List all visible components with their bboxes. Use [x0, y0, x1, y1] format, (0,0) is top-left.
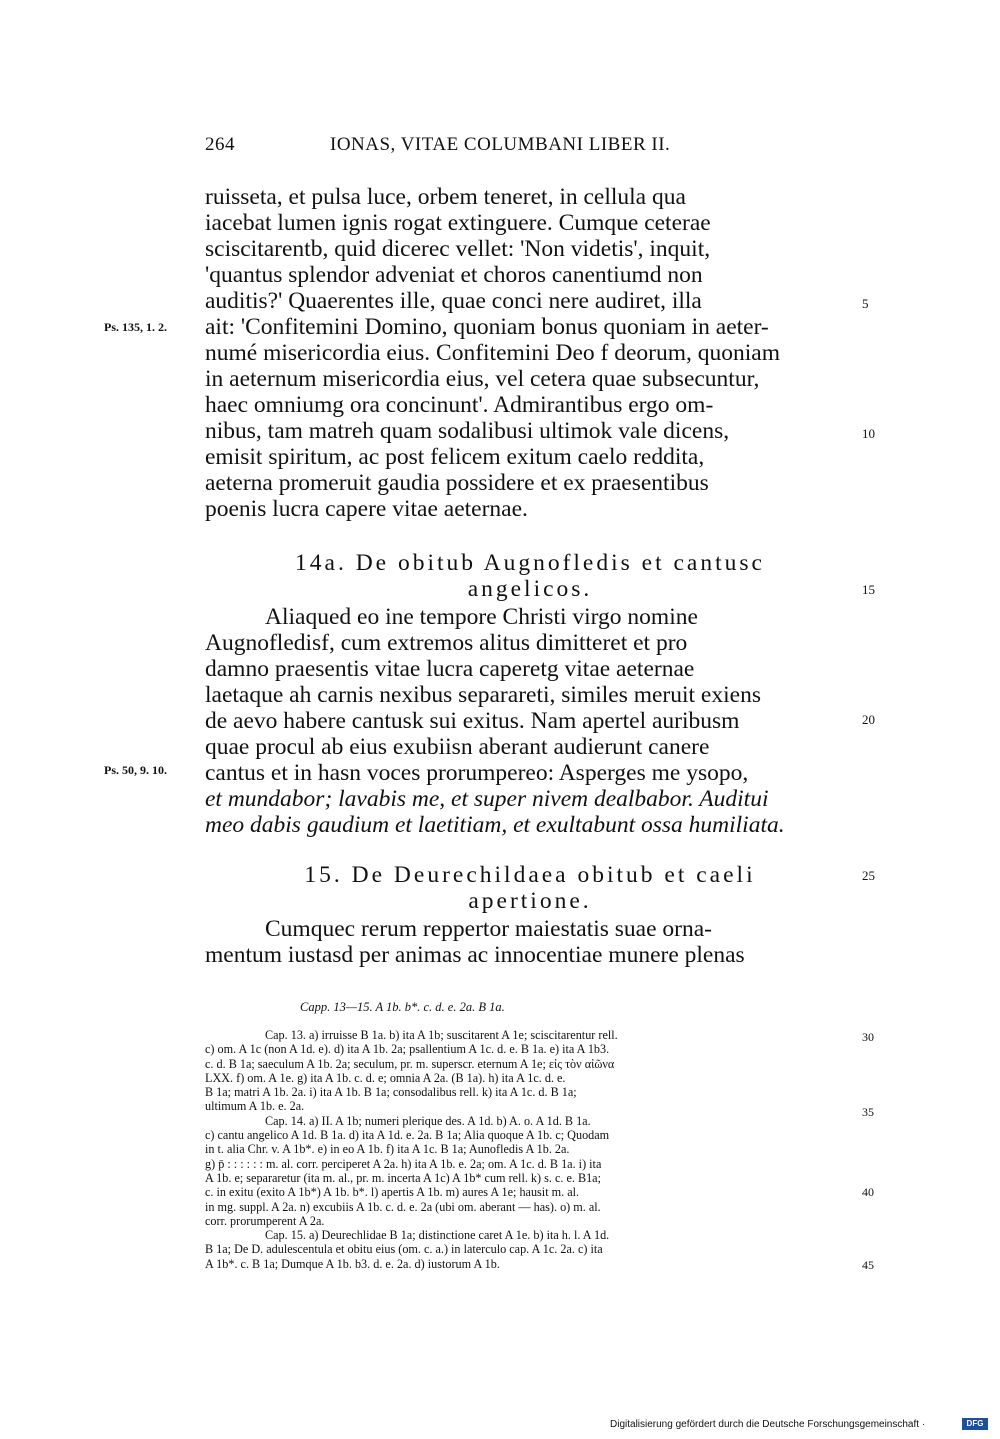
line-number: 20 [862, 712, 875, 727]
text-line: auditis?' Quaerentes ille, quae conci nere audiret, illa [205, 288, 702, 314]
text-line: sciscitarentb, quid dicerec vellet: 'Non videtis', inquit, [205, 236, 711, 262]
text-line: laetaque ah carnis nexibus separareti, similes meruit exiens [205, 682, 761, 708]
text-line: 'quantus splendor adveniat et choros canentiumd non [205, 262, 703, 288]
note-line: c) cantu angelico A 1d. B 1a. d) ita A 1d. e. 2a. B 1a; Alia quoque A 1b. c; Quodam [205, 1128, 610, 1143]
text-line: haec omniumg ora concinunt'. Admirantibus ergo om- [205, 392, 714, 418]
text-line: cantus et in hasn voces prorumpereo: Asperges me ysopo, [205, 760, 749, 786]
running-title: IONAS, VITAE COLUMBANI LIBER II. [330, 134, 671, 155]
text-line: nibus, tam matreh quam sodalibusi ultimok vale dicens, [205, 418, 730, 444]
line-number: 25 [862, 868, 875, 883]
text-line: in aeternum misericordia eius, vel cetera quae subsecuntur, [205, 366, 760, 392]
chapter-15-text [205, 916, 855, 968]
heading-line: angelicos. [467, 576, 593, 602]
dfg-logo: DFG [962, 1418, 988, 1430]
text-line: ait: 'Confitemini Domino, quoniam bonus quoniam in aeter- [205, 314, 769, 340]
note-line-number: 35 [862, 1105, 874, 1119]
text-line: emisit spiritum, ac post felicem exitum caelo reddita, [205, 444, 705, 470]
note-line: c. d. B 1a; saeculum A 1b. 2a; seculum, pr. m. superscr. eternum A 1e; εἰς τὸν αἰῶνα [205, 1056, 615, 1071]
chapters-sigla: Capp. 13—15. A 1b. b*. c. d. e. 2a. B 1a. [300, 1000, 505, 1014]
note-line: ultimum A 1b. e. 2a. [205, 1099, 305, 1114]
heading-line: 14a. De obitub Augnofledis et cantusc [295, 550, 765, 576]
text-line: Augnofledisf, cum extremos alitus dimitteret et pro [205, 630, 688, 656]
text-line: ruisseta, et pulsa luce, orbem teneret, in cellula qua [205, 184, 686, 210]
heading-line: 15. De Deurechildaea obitub et caeli [304, 862, 756, 888]
note-line: Cap. 14. a) II. A 1b; numeri plerique des. A 1d. b) A. o. A 1d. B 1a. [265, 1113, 591, 1128]
note-line: in t. alia Chr. v. A 1b*. e) in eo A 1b. f) ita A 1c. B 1a; Aunofledis A 1b. 2a. [205, 1142, 570, 1157]
text-line: Aliaqued eo ine tempore Christi virgo nomine [265, 604, 698, 630]
note-line: c. in exitu (exito A 1b*) A 1b. b*. l) apertis A 1b. m) aures A 1e; hausit m. al. [205, 1185, 580, 1200]
text-line: mentum iustasd per animas ac innocentiae munere plenas [205, 942, 745, 968]
text-line: numé misericordia eius. Confitemini Deo f deorum, quoniam [205, 340, 780, 366]
digitization-credit: Digitalisierung gefördert durch die Deutsche Forschungsgemeinschaft · [610, 1419, 926, 1430]
note-line: A 1b. e; separaretur (ita m. al., pr. m. incerta A 1c) A 1b* cum rell. k) s. c. e. B1a; [205, 1170, 601, 1185]
chapter-15-heading [205, 862, 855, 914]
chapter-14-heading [205, 550, 855, 602]
heading-line: apertione. [468, 888, 592, 914]
main-text-block [205, 184, 855, 522]
text-line: poenis lucra capere vitae aeternae. [205, 496, 528, 522]
note-line: LXX. f) om. A 1e. g) ita A 1b. c. d. e; omnia A 2a. (B 1a). h) ita A 1c. d. e. [205, 1070, 566, 1085]
note-line: B 1a; matri A 1b. 2a. i) ita A 1b. B 1a; consodalibus rell. k) ita A 1c. d. B 1a; [205, 1085, 577, 1100]
text-line: aeterna promeruit gaudia possidere et ex praesentibus [205, 470, 709, 496]
note-line-number: 30 [862, 1030, 874, 1044]
note-line: A 1b*. c. B 1a; Dumque A 1b. b3. d. e. 2a. d) iustorum A 1b. [205, 1256, 500, 1271]
chapter-14-text [205, 604, 855, 838]
note-line-number: 45 [862, 1258, 874, 1272]
text-line: meo dabis gaudium et laetitiam, et exultabunt ossa humiliata. [205, 812, 785, 838]
line-number: 15 [862, 582, 875, 597]
line-number: 5 [862, 296, 869, 311]
margin-reference: Ps. 135, 1. 2. [104, 320, 167, 334]
text-line: iacebat lumen ignis rogat extinguere. Cumque ceterae [205, 210, 711, 236]
page-number: 264 [205, 134, 235, 155]
text-line: quae procul ab eius exubiisn aberant audierunt canere [205, 734, 710, 760]
text-line: Cumquec rerum reppertor maiestatis suae orna- [265, 916, 712, 942]
note-line: g) p̄ : : : : : : m. al. corr. perciperet A 2a. h) ita A 1b. e. 2a; om. A 1c. d. B 1a. i) ita [205, 1156, 602, 1171]
note-line-number: 40 [862, 1185, 874, 1199]
critical-apparatus [205, 1028, 850, 1271]
note-line: in mg. suppl. A 2a. n) excubiis A 1b. c. d. e. 2a (ubi om. aberant — has). o) m. al. [205, 1199, 601, 1214]
note-line: c) om. A 1c (non A 1d. e). d) ita A 1b. 2a; psallentium A 1c. d. e. B 1a. e) ita A 1b3. [205, 1042, 610, 1057]
note-line: B 1a; De D. adulescentula et obitu eius (om. c. a.) in laterculo cap. A 1c. 2a. c) ita [205, 1242, 603, 1257]
text-line: de aevo habere cantusk sui exitus. Nam apertel auribusm [205, 708, 740, 734]
margin-reference: Ps. 50, 9. 10. [104, 763, 167, 777]
text-line: et mundabor; lavabis me, et super nivem dealbabor. Auditui [205, 786, 769, 812]
note-line: Cap. 15. a) Deurechlidae B 1a; distinctione caret A 1e. b) ita h. l. A 1d. [265, 1228, 610, 1243]
note-line: Cap. 13. a) irruisse B 1a. b) ita A 1b; suscitarent A 1e; sciscitarentur rell. [265, 1028, 618, 1042]
note-line: corr. prorumperent A 2a. [205, 1213, 325, 1228]
line-number: 10 [862, 426, 875, 441]
text-line: damno praesentis vitae lucra caperetg vitae aeternae [205, 656, 695, 682]
